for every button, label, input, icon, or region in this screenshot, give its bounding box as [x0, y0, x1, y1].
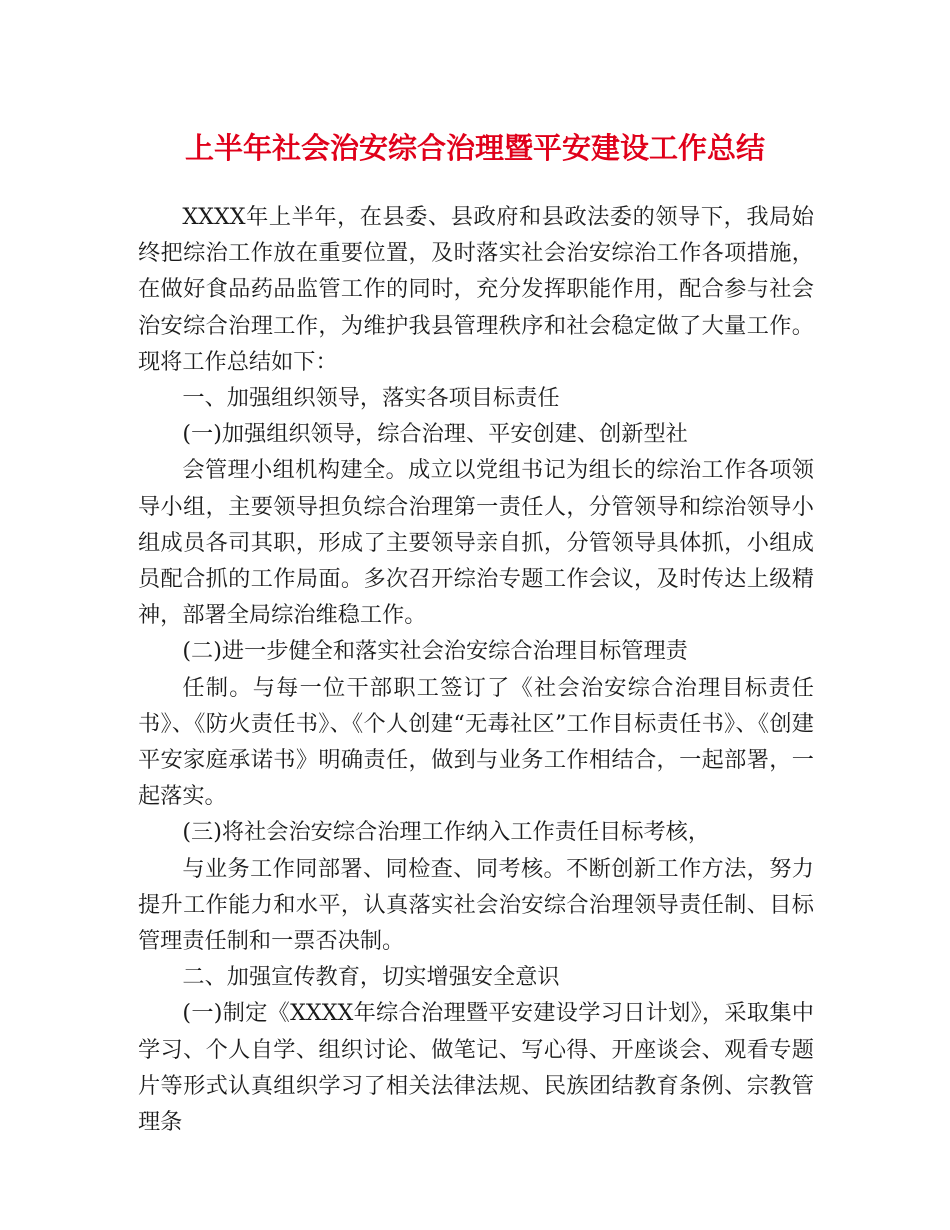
subsection-heading-1-1: (一)加强组织领导，综合治理、平安创建、创新型社 — [182, 421, 688, 448]
paragraph-2-1: (一)制定《XXXX年综合治理暨平安建设学习日计划》，采取集中学习、个人自学、组织讨论、做笔记、写心得、开座谈会、观看专题片等形式认真组织学习了相关法律法规、民族团结教育条例、宗教管理条 — [138, 1000, 814, 1136]
subsection-heading-1-2: (二)进一步健全和落实社会治安综合治理目标管理责 — [182, 638, 688, 665]
paragraph-1-2: 任制。与每一位干部职工签订了《社会治安综合治理目标责任书》、《防火责任书》、《个人创建“无毒社区”工作目标责任书》、《创建平安家庭承诺书》明确责任，做到与业务工作相结合，一起部署，一起落实。 — [138, 674, 814, 810]
paragraph-1-3: 与业务工作同部署、同检查、同考核。不断创新工作方法，努力提升工作能力和水平，认真落实社会治安综合治理领导责任制、目标管理责任制和一票否决制。 — [138, 855, 814, 955]
paragraph-intro: XXXX年上半年，在县委、县政府和县政法委的领导下，我局始终把综治工作放在重要位置，及时落实社会治安综治工作各项措施，在做好食品药品监管工作的同时，充分发挥职能作用，配合参与社会治安综合治理工作，为维护我县管理秩序和社会稳定做了大量工作。现将工作总结如下： — [138, 204, 814, 375]
document-body — [138, 199, 814, 1140]
subsection-heading-1-3: (三)将社会治安综合治理工作纳入工作责任目标考核， — [182, 819, 711, 846]
section-heading-1: 一、加强组织领导，落实各项目标责任 — [182, 385, 560, 412]
section-heading-2: 二、加强宣传教育，切实增强安全意识 — [182, 964, 560, 991]
paragraph-1-1: 会管理小组机构建全。成立以党组书记为组长的综治工作各项领导小组，主要领导担负综合治理第一责任人，分管领导和综治领导小组成员各司其职，形成了主要领导亲自抓，分管领导具体抓，小组成员配合抓的工作局面。多次召开综治专题工作会议，及时传达上级精神，部署全局综治维稳工作。 — [138, 457, 814, 629]
document-title: 上半年社会治安综合治理暨平安建设工作总结 — [184, 131, 765, 165]
